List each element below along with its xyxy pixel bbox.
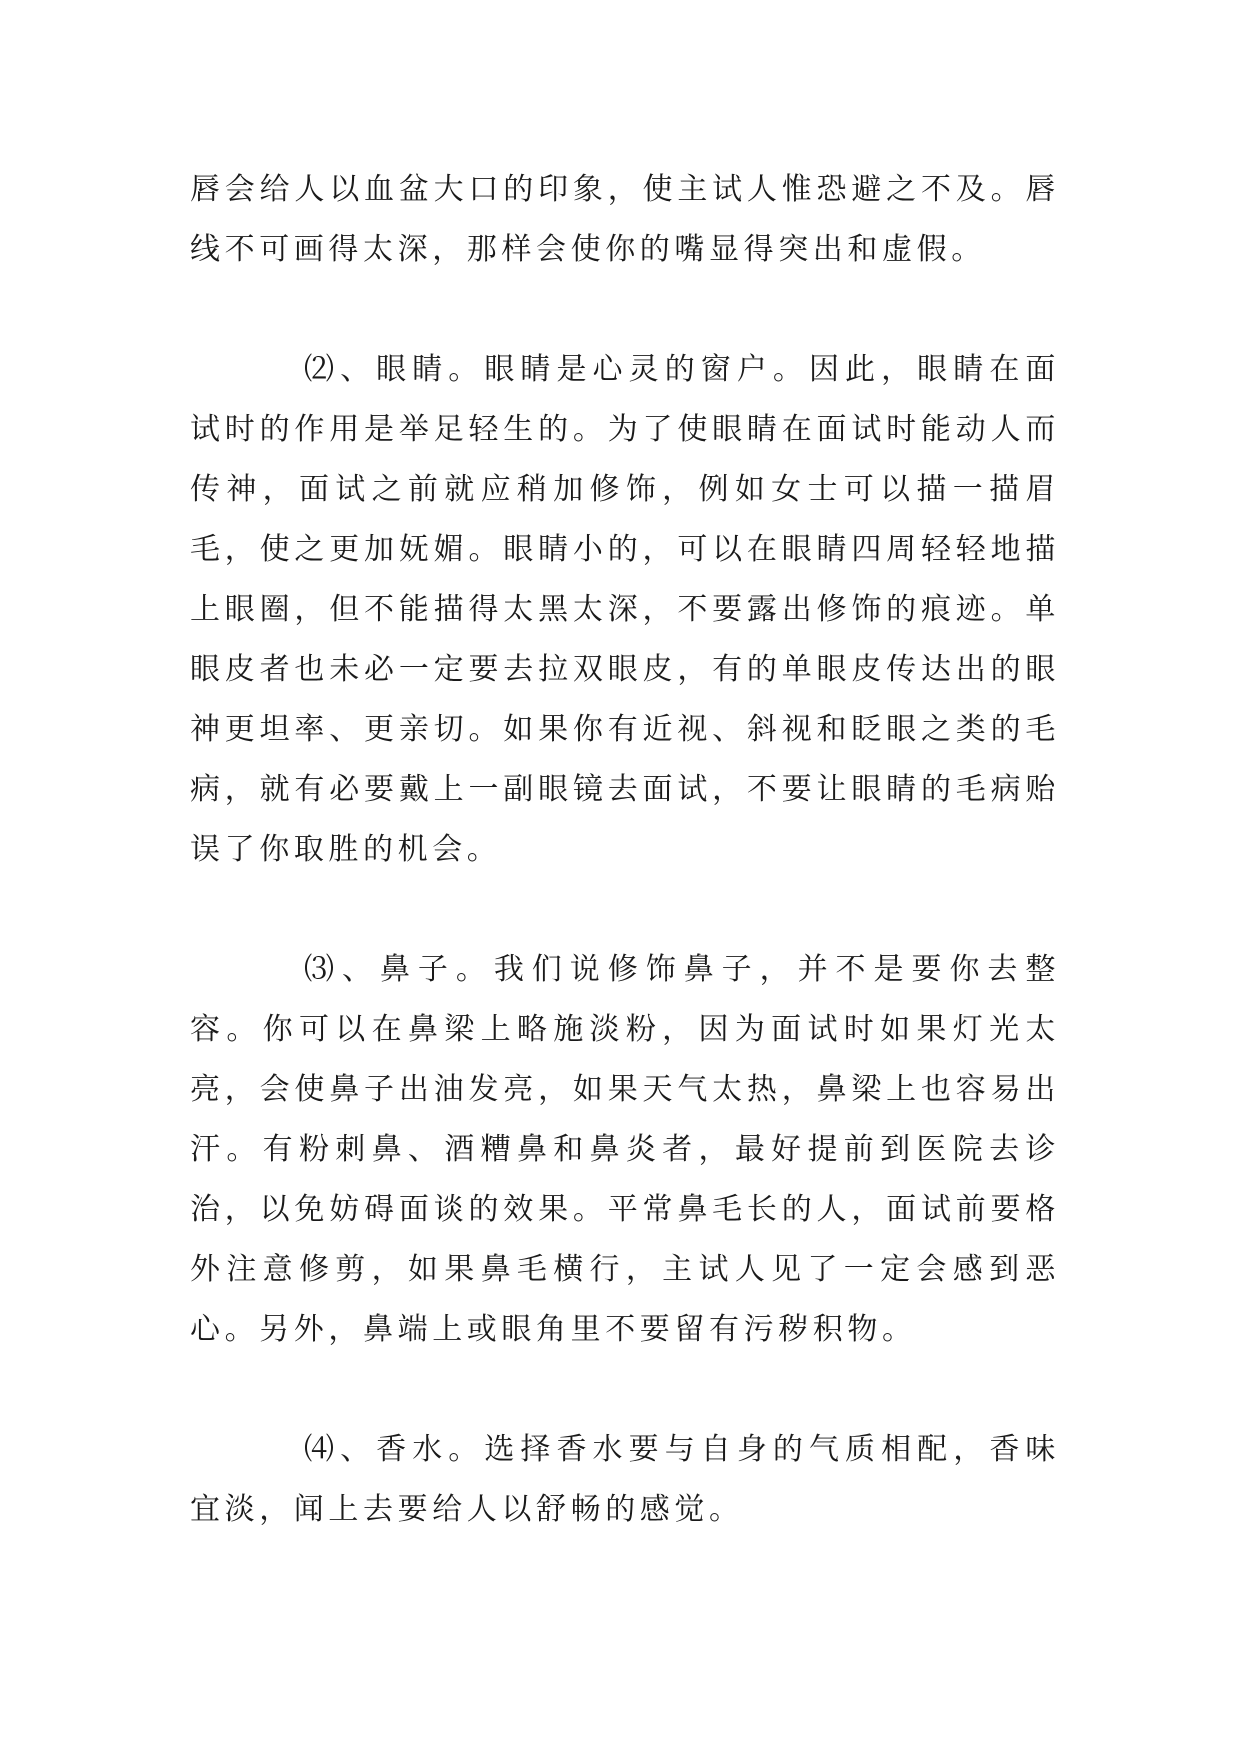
document-body xyxy=(190,160,1060,1600)
paragraph-perfume: ⑷、香水。选择香水要与自身的气质相配，香味宜淡，闻上去要给人以舒畅的感觉。 xyxy=(190,1432,1060,1527)
paragraph-nose: ⑶、鼻子。我们说修饰鼻子，并不是要你去整容。你可以在鼻梁上略施淡粉，因为面试时如果灯光太亮，会使鼻子出油发亮，如果天气太热，鼻梁上也容易出汗。有粉刺鼻、酒糟鼻和鼻炎者，最好提前到医院去诊治，以免妨碍面谈的效果。平常鼻毛长的人，面试前要格外注意修剪，如果鼻毛横行，主试人见了一定会感到恶心。另外，鼻端上或眼角里不要留有污秽积物。 xyxy=(190,952,1060,1347)
paragraph-lips-continued: 唇会给人以血盆大口的印象，使主试人惟恐避之不及。唇线不可画得太深，那样会使你的嘴显得突出和虚假。 xyxy=(190,172,1060,267)
paragraph-eyes: ⑵、眼睛。眼睛是心灵的窗户。因此，眼睛在面试时的作用是举足轻生的。为了使眼睛在面试时能动人而传神，面试之前就应稍加修饰，例如女士可以描一描眉毛，使之更加妩媚。眼睛小的，可以在眼睛四周轻轻地描上眼圈，但不能描得太黑太深，不要露出修饰的痕迹。单眼皮者也未必一定要去拉双眼皮，有的单眼皮传达出的眼神更坦率、更亲切。如果你有近视、斜视和眨眼之类的毛病，就有必要戴上一副眼镜去面试，不要让眼睛的毛病贻误了你取胜的机会。 xyxy=(190,352,1060,867)
